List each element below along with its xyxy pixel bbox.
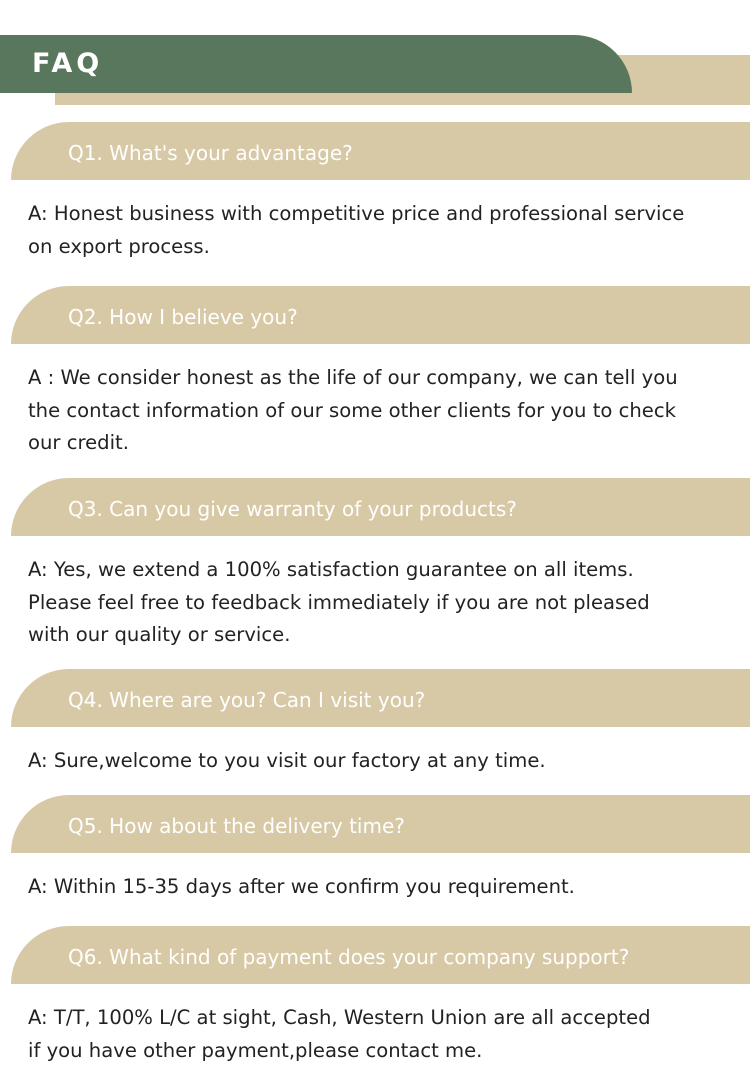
faq-answer-5: A: Within 15-35 days after we confirm you requirement. xyxy=(28,875,575,898)
faq-question-4: Q4. Where are you? Can I visit you? xyxy=(68,688,426,712)
faq-answer-4: A: Sure,welcome to you visit our factory at any time. xyxy=(28,749,546,772)
page-title: FAQ xyxy=(32,48,104,79)
faq-answer-3: A: Yes, we extend a 100% satisfaction guarantee on all items. Please feel free to feedback immediately if you are not pleased with our quality or service. xyxy=(28,558,650,646)
faq-question-3: Q3. Can you give warranty of your products? xyxy=(68,497,517,521)
faq-question-6: Q6. What kind of payment does your company support? xyxy=(68,945,630,969)
faq-answer-2: A : We consider honest as the life of our company, we can tell you the contact information of our some other clients for you to check our credit. xyxy=(28,366,678,454)
faq-question-5: Q5. How about the delivery time? xyxy=(68,814,405,838)
faq-question-2: Q2. How I believe you? xyxy=(68,305,298,329)
faq-answer-1: A: Honest business with competitive price and professional service on export process. xyxy=(28,202,685,258)
faq-header xyxy=(0,0,750,110)
faq-question-1: Q1. What's your advantage? xyxy=(68,141,353,165)
faq-answer-6: A: T/T, 100% L/C at sight, Cash, Western Union are all accepted if you have other payment,please contact me. xyxy=(28,1006,651,1062)
